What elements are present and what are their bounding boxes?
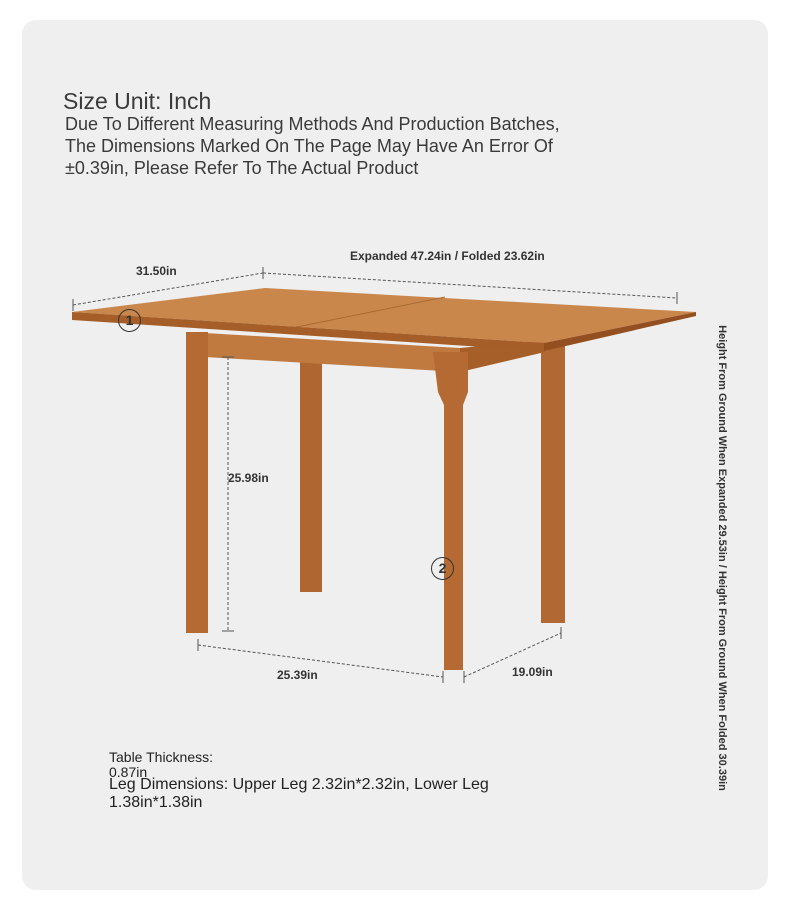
total-height-label: Height From Ground When Expanded 29.53in / Height From Ground When Folded 30.39in <box>716 325 728 791</box>
disclaimer-line: ±0.39in, Please Refer To The Actual Product <box>65 158 419 178</box>
base-length-label: 25.39in <box>277 668 318 682</box>
front-right-leg <box>433 352 468 670</box>
front-left-leg <box>186 332 208 633</box>
leg-dimensions-line: 1.38in*1.38in <box>109 794 203 811</box>
back-right-leg <box>541 345 565 623</box>
back-left-leg <box>300 360 322 592</box>
disclaimer-line: Due To Different Measuring Methods And Production Batches, <box>65 114 560 134</box>
depth-label: 31.50in <box>136 264 177 278</box>
thickness-label: Table Thickness: <box>109 749 214 765</box>
disclaimer-line: The Dimensions Marked On The Page May Have An Error Of <box>65 136 553 156</box>
length-label: Expanded 47.24in / Folded 23.62in <box>350 249 545 263</box>
base-length-dimension-line <box>198 645 443 677</box>
tabletop-marker-badge: 1 <box>118 309 141 332</box>
base-depth-label: 19.09in <box>512 665 553 679</box>
size-unit-title: Size Unit: Inch <box>63 88 212 114</box>
leg-dimensions-line: Leg Dimensions: Upper Leg 2.32in*2.32in, Lower Leg <box>109 776 489 793</box>
thickness-value: 0.87in <box>109 764 148 780</box>
leg-marker-badge: 2 <box>431 557 454 580</box>
leg-height-label: 25.98in <box>228 471 269 485</box>
